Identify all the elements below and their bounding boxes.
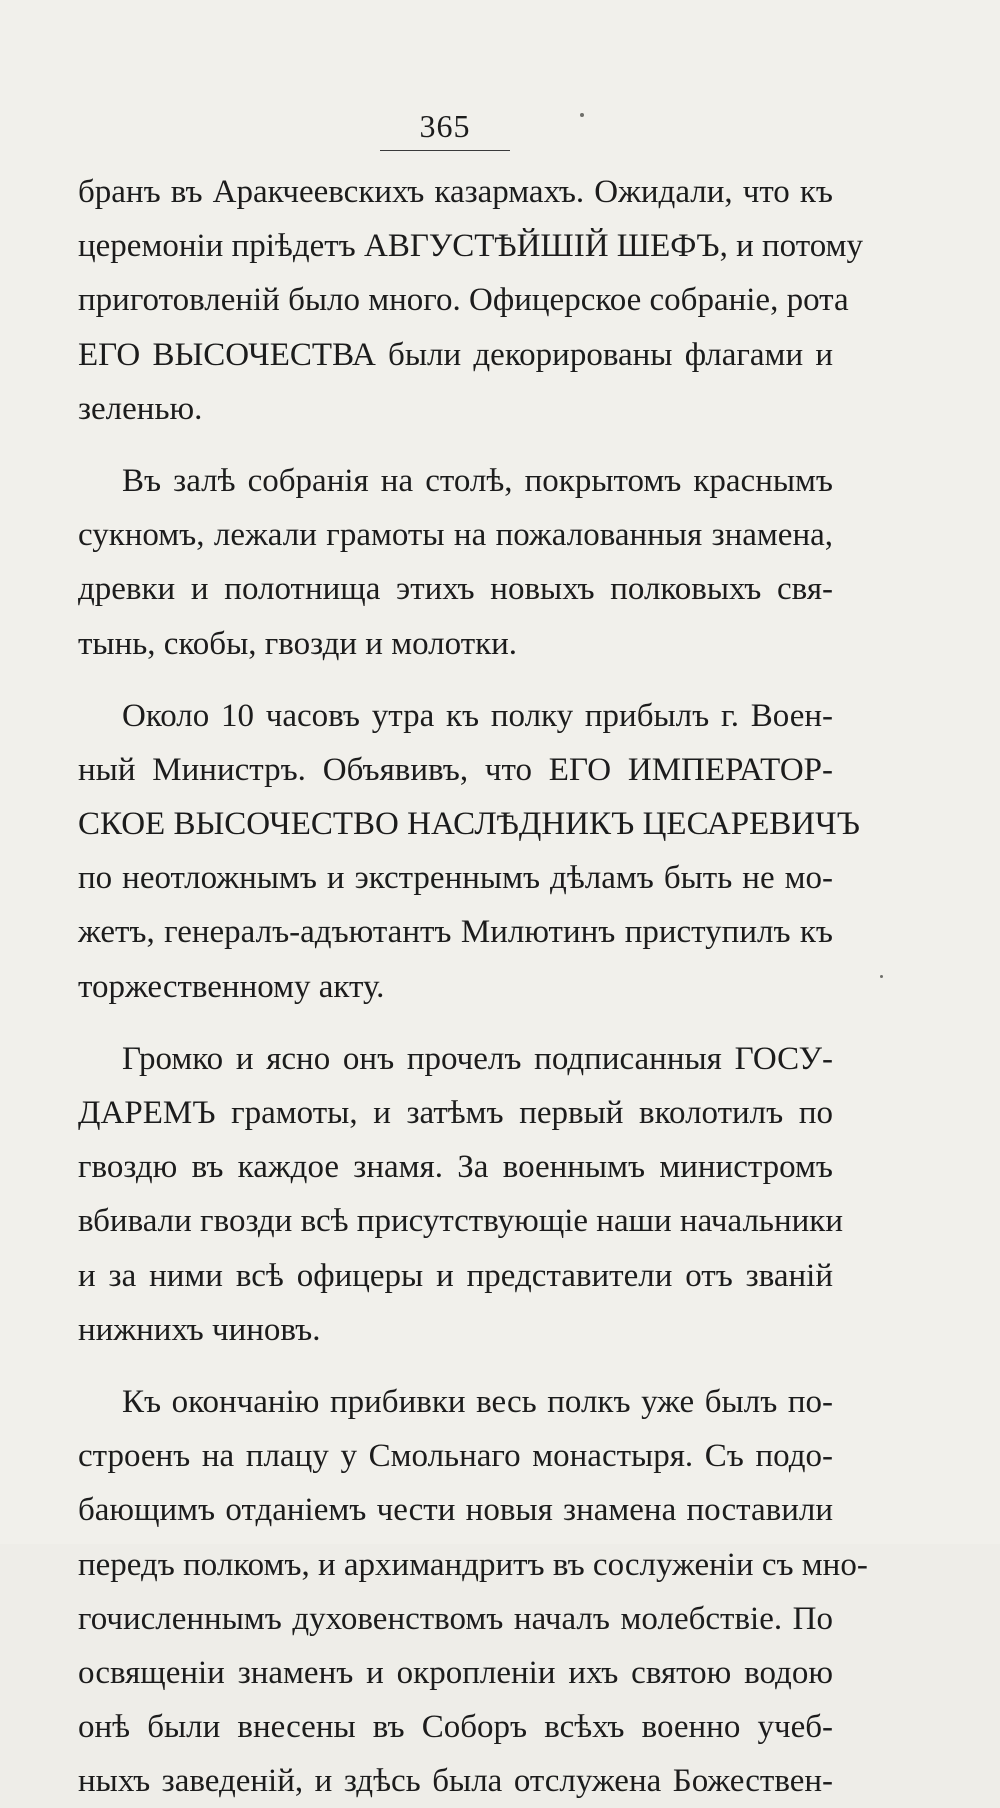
text-line: ДАРЕМЪ грамоты, и затѣмъ первый вколотилъ по [78, 1095, 833, 1131]
text-line: приготовленій было много. Офицерское собраніе, рота [78, 282, 849, 319]
page-number: 365 [419, 108, 471, 144]
text-line: СКОЕ ВЫСОЧЕСТВО НАСЛѢДНИКЪ ЦЕСАРЕВИЧЪ [78, 806, 860, 843]
paragraph-1 [78, 165, 863, 436]
text-line: онѣ были внесены въ Соборъ всѣхъ военно учеб- [78, 1709, 833, 1746]
text-line: Въ залѣ собранія на столѣ, покрытомъ краснымъ [122, 462, 833, 499]
paragraph-5 [78, 1375, 868, 1808]
text-line: церемоніи пріѣдетъ АВГУСТѢЙШІЙ ШЕФЪ, и потому [78, 228, 863, 265]
text-line: бранъ въ Аракчеевскихъ казармахъ. Ожидали, что къ [78, 174, 833, 210]
text-line: сукномъ, лежали грамоты на пожалованныя знамена, [78, 517, 833, 554]
text-line: освященіи знаменъ и окропленіи ихъ святою водою [78, 1654, 833, 1691]
text-line: зеленью. [78, 390, 203, 427]
text-line: торжественному акту. [78, 968, 385, 1005]
paragraph-4 [78, 1032, 843, 1357]
text-line: и за ними всѣ офицеры и представители отъ званій [78, 1257, 833, 1294]
paper-speck [580, 113, 584, 117]
paragraph-3 [78, 689, 860, 1014]
paragraph-2 [78, 454, 833, 671]
text-line: жетъ, генералъ-адъютантъ Милютинъ приступилъ къ [78, 914, 833, 951]
page-number-rule [380, 150, 510, 151]
text-line: Громко и ясно онъ прочелъ подписанныя ГОСУ- [122, 1040, 833, 1077]
text-line: нижнихъ чиновъ. [78, 1311, 321, 1348]
text-line: ныхъ заведеній, и здѣсь была отслужена Божествен- [78, 1763, 833, 1800]
body-text [78, 165, 868, 1808]
text-line: древки и полотнища этихъ новыхъ полковыхъ свя- [78, 571, 833, 608]
text-line: ЕГО ВЫСОЧЕСТВА были декорированы флагами и [78, 336, 833, 373]
text-line: тынь, скобы, гвозди и молотки. [78, 625, 518, 662]
text-line: гвоздю въ каждое знамя. За военнымъ министромъ [78, 1149, 833, 1186]
text-line: строенъ на плацу у Смольнаго монастыря. Съ подо- [78, 1438, 833, 1475]
text-line: бающимъ отданіемъ чести новыя знамена поставили [78, 1492, 833, 1529]
text-line: ный Министръ. Объявивъ, что ЕГО ИМПЕРАТОР- [78, 751, 833, 788]
paper-speck [880, 975, 883, 978]
text-line: передъ полкомъ, и архимандритъ въ сослуженіи съ мно- [78, 1546, 868, 1583]
text-line: вбивали гвозди всѣ присутствующіе наши начальники [78, 1203, 843, 1240]
text-line: гочисленнымъ духовенствомъ началъ молебствіе. По [78, 1600, 833, 1637]
text-line: по неотложнымъ и экстреннымъ дѣламъ быть не мо- [78, 860, 833, 897]
text-line: Къ окончанію прибивки весь полкъ уже былъ по- [122, 1383, 833, 1420]
text-line: Около 10 часовъ утра къ полку прибылъ г. Воен- [122, 697, 833, 734]
